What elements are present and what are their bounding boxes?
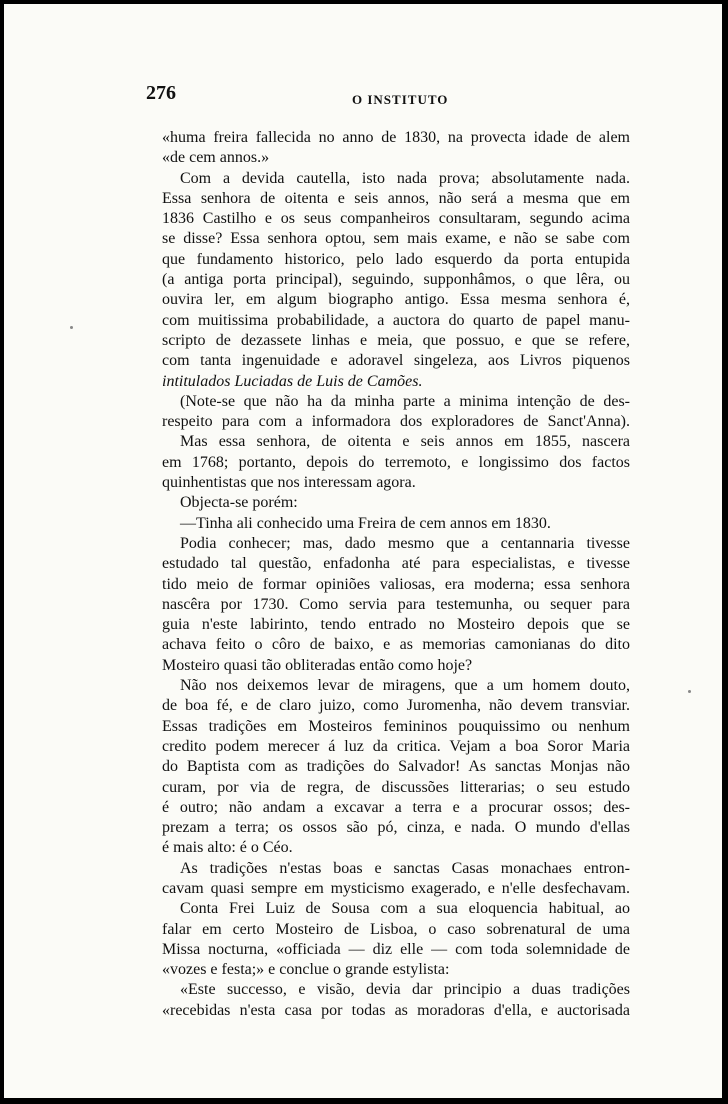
text-line: com muitissima probabilidade, a auctora do quarto de papel manu-	[162, 311, 630, 329]
text-line: (a antiga porta principal), seguindo, supponhâmos, o que lêra, ou	[162, 271, 630, 289]
text-line: curam, por via de regra, de discussões litterarias; o seu estudo	[162, 778, 630, 796]
text-line: em 1768; portanto, depois do terremoto, e longissimo dos factos	[162, 453, 630, 471]
text-line: quinhentistas que nos interessam agora.	[162, 474, 416, 492]
text-line: guia n'este labirinto, tendo entrado no Mosteiro depois que se	[162, 616, 630, 634]
text-line: tido meio de formar opiniões valiosas, era moderna; essa senhora	[162, 575, 630, 593]
text-line: é mais alto: é o Céo.	[162, 839, 293, 857]
text-line: se disse? Essa senhora optou, sem mais exame, e não se sabe com	[162, 230, 630, 248]
text-line: Mas essa senhora, de oitenta e seis annos em 1855, nascera	[180, 433, 630, 451]
text-line: Missa nocturna, «officiada — diz elle — com toda solemnidade de	[162, 940, 630, 958]
text-line: é outro; não andam a excavar a terra e a procurar ossos; des-	[162, 798, 630, 816]
text-line: Conta Frei Luiz de Sousa com a sua eloquencia habitual, ao	[180, 900, 630, 918]
text-line: intitulados Luciadas de Luis de Camões.	[162, 372, 423, 390]
text-line: Com a devida cautella, isto nada prova; absolutamente nada.	[180, 169, 630, 187]
text-line: (Note-se que não ha da minha parte a minima intenção de des-	[180, 392, 630, 410]
text-line: «vozes e festa;» e conclue o grande estylista:	[162, 961, 450, 979]
text-line: Essas tradições em Mosteiros femininos pouquissimo ou nenhum	[162, 717, 630, 735]
text-line: credito podem merecer á luz da critica. Vejam a boa Soror Maria	[162, 737, 630, 755]
text-line: Mosteiro quasi tão obliteradas então como hoje?	[162, 656, 473, 674]
body-text	[162, 128, 630, 1021]
text-line: Podia conhecer; mas, dado mesmo que a centannaria tivesse	[180, 534, 630, 552]
journal-title: O INSTITUTO	[352, 92, 449, 107]
running-header	[4, 82, 722, 112]
text-line: Objecta-se porém:	[180, 494, 298, 512]
scan-speck	[688, 690, 691, 693]
scan-speck	[70, 326, 73, 329]
text-line: As tradições n'estas boas e sanctas Casas monachaes entron-	[180, 859, 630, 877]
scanned-page	[4, 4, 722, 1098]
text-line: de boa fé, e de claro juizo, como Juromenha, não devem transviar.	[162, 697, 630, 715]
text-line: 1836 Castilho e os seus companheiros consultaram, segundo acima	[162, 210, 630, 228]
text-line: que fundamento historico, pelo lado esquerdo da porta entupida	[162, 250, 630, 268]
text-line: «de cem annos.»	[162, 149, 270, 167]
text-line: falar em certo Mosteiro de Lisboa, o caso sobrenatural de uma	[162, 920, 630, 938]
text-line: «recebidas n'esta casa por todas as moradoras d'ella, e auctorisada	[162, 1001, 630, 1019]
text-line: nascêra por 1730. Como servia para testemunha, ou sequer para	[162, 595, 630, 613]
text-line: do Baptista com as tradições do Salvador! As sanctas Monjas não	[162, 758, 630, 776]
page-number: 276	[146, 82, 176, 104]
text-line: estudado tal questão, enfadonha até para especialistas, e tivesse	[162, 555, 630, 573]
text-line: Essa senhora de oitenta e seis annos, não será a mesma que em	[162, 189, 630, 207]
text-line: «Este successo, e visão, devia dar principio a duas tradições	[180, 981, 630, 999]
text-line: cavam quasi sempre em mysticismo exagerado, e n'elle desfechavam.	[162, 879, 630, 897]
text-line: ouvira ler, em algum biographo antigo. Essa mesma senhora é,	[162, 291, 630, 309]
text-line: Não nos deixemos levar de miragens, que a um homem douto,	[180, 677, 630, 695]
text-line: prezam a terra; os ossos são pó, cinza, e nada. O mundo d'ellas	[162, 819, 630, 837]
text-line: —Tinha ali conhecido uma Freira de cem annos em 1830.	[180, 514, 551, 532]
text-line: scripto de dezassete linhas e meia, que possuo, e que se refere,	[162, 331, 630, 349]
text-line: com tanta ingenuidade e adoravel singeleza, aos Livros piquenos	[162, 352, 630, 370]
text-line: respeito para com a informadora dos exploradores de Sanct'Anna).	[162, 413, 630, 431]
text-line: achava feito o côro de baixo, e as memorias camonianas do dito	[162, 636, 630, 654]
text-line: «huma freira fallecida no anno de 1830, na provecta idade de alem	[162, 129, 630, 146]
